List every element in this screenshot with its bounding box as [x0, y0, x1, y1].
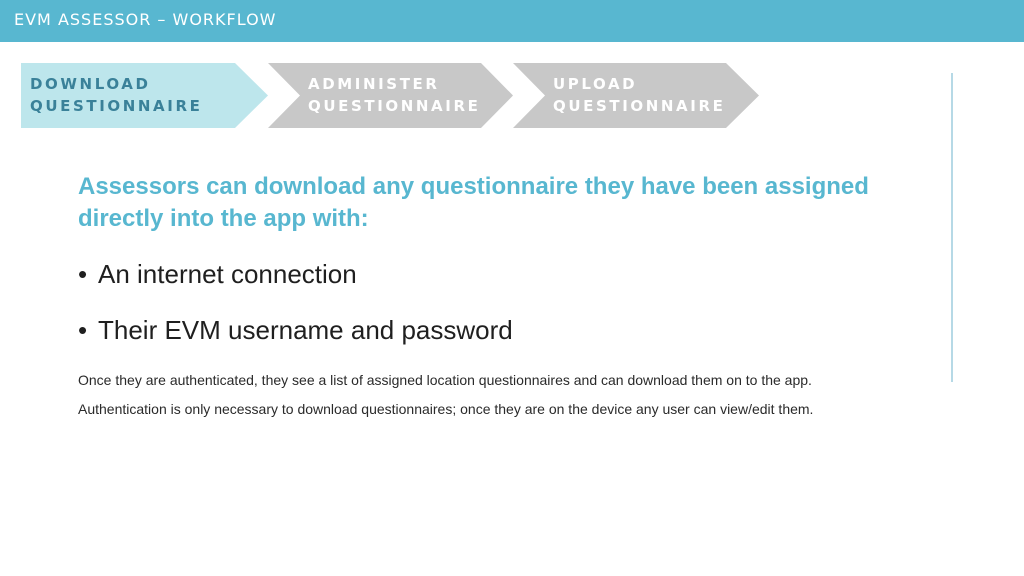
vertical-divider	[951, 73, 953, 382]
workflow-step-upload	[513, 63, 759, 128]
bullet-item	[78, 315, 513, 346]
step-upload-label: UPLOAD QUESTIONNAIRE	[553, 75, 726, 115]
bullet-text: Their EVM username and password	[98, 315, 513, 345]
note-text: Authentication is only necessary to download questionnaires; once they are on the device any user can view/edit them.	[78, 401, 814, 417]
bullet-item	[78, 259, 357, 290]
workflow-step-administer	[268, 63, 513, 128]
bullet-text: An internet connection	[98, 259, 357, 289]
workflow-step-download	[21, 63, 268, 128]
page-title: EVM ASSESSOR – WORKFLOW	[14, 10, 277, 29]
bullet-icon: •	[78, 315, 88, 345]
note-text: Once they are authenticated, they see a list of assigned location questionnaires and can download them on to the app.	[78, 372, 812, 388]
step-administer-label: ADMINISTER QUESTIONNAIRE	[308, 75, 481, 115]
step-download-label: DOWNLOAD QUESTIONNAIRE	[30, 75, 203, 115]
title-bar	[0, 0, 1024, 42]
bullet-icon: •	[78, 259, 88, 289]
content-heading: Assessors can download any questionnaire they have been assigned directly into the app with:	[78, 173, 869, 232]
